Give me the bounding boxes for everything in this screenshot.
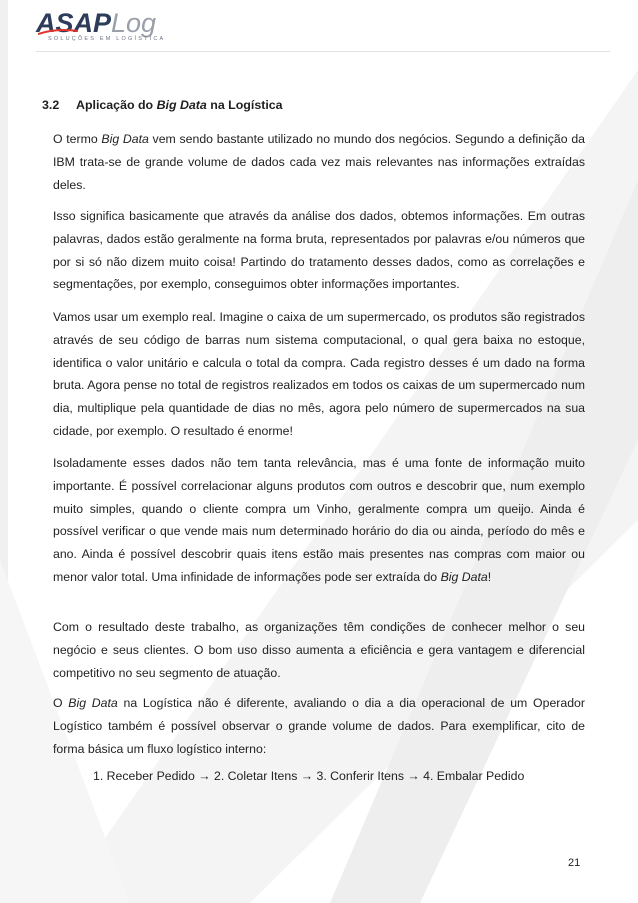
paragraph-6-start: O [53,696,69,710]
paragraph-1-italic: Big Data [101,132,149,146]
paragraph-5: Com o resultado deste trabalho, as organizações têm condições de conhecer melhor o seu negócio e seus clientes. O bom uso disso aumenta a eficiência e gera vantagem e diferencial competitivo no seu segmento de atuação. [53,620,585,680]
paragraph-1-start: O termo [53,132,102,146]
paragraph-4-end: ! [487,569,492,584]
paragraph-2: Isso significa basicamente que através da análise dos dados, obtemos informações. Em outras palavras, dados estão geralmente na forma bruta, representados por palavras e/ou números que por si só não dizem muito coisa! Partindo do tratamento desses dados, como as correlações e segmentações, por exemplo, conseguimos obter informações importantes. [53,209,585,292]
company-logo [36,8,186,44]
section-title-end: na Logística [206,98,283,112]
logo-brand-suffix: Log [111,8,157,38]
logo-tagline: SOLUÇÕES EM LOGÍSTICA [48,36,166,42]
logo-swoosh-icon [38,28,78,36]
paragraph-4 [53,452,585,589]
paragraph-6-end: na Logística não é diferente, avaliando o dia a dia operacional de um Operador Logístico também é possível observar o grande volume de dados. Para exemplificar, cito de forma básica um fluxo logístico interno: [53,696,585,756]
section-heading [42,98,582,112]
page-number: 21 [568,857,581,869]
paragraph-3: Vamos usar um exemplo real. Imagine o caixa de um supermercado, os produtos são registrados através de seu código de barras num sistema computacional, o qual gera baixa no estoque, identifica o valor unitário e calcula o total da compra. Cada registro desses é um dado na forma bruta. Agora pense no total de registros realizados em todos os caixas de um supermercado num dia, multiplique pela quantidade de dias no mês, agora pelo número de supermercados na sua cidade, por exemplo. O resultado é enorme! [53,310,585,438]
paragraph-6 [53,692,585,760]
logo-brand-main: ASAP [36,8,112,38]
paragraph-1-end: vem sendo bastante utilizado no mundo dos negócios. Segundo a definição da IBM trata-se de grande volume de dados cada vez mais relevantes nas informações extraídas deles. [53,132,585,192]
paragraph-6-italic: Big Data [68,696,118,710]
header-divider [36,51,610,52]
section-title-start: Aplicação do [76,98,157,112]
paragraph-1 [53,128,585,196]
section-number: 3.2 [42,98,60,112]
section-title-italic: Big Data [156,98,207,112]
paragraph-4-start: Isoladamente esses dados não tem tanta relevância, mas é uma fonte de informação muito importante. É possível correlacionar alguns produtos com outros e descobrir que, num exemplo muito simples, quando o cliente compra um Vinho, geralmente compra um queijo. Ainda é possível verificar o que vende mais num determinado horário do dia ou ainda, período do mês e ano. Ainda é possível descobrir quais itens estão mais presentes nas compras com maior ou menor valor total. Uma infinidade de informações pode ser extraída do [53,456,585,584]
logistics-flow: 1. Receber Pedido → 2. Coletar Itens → 3. Conferir Itens → 4. Embalar Pedido [93,769,525,783]
paragraph-4-italic: Big Data [440,569,488,584]
